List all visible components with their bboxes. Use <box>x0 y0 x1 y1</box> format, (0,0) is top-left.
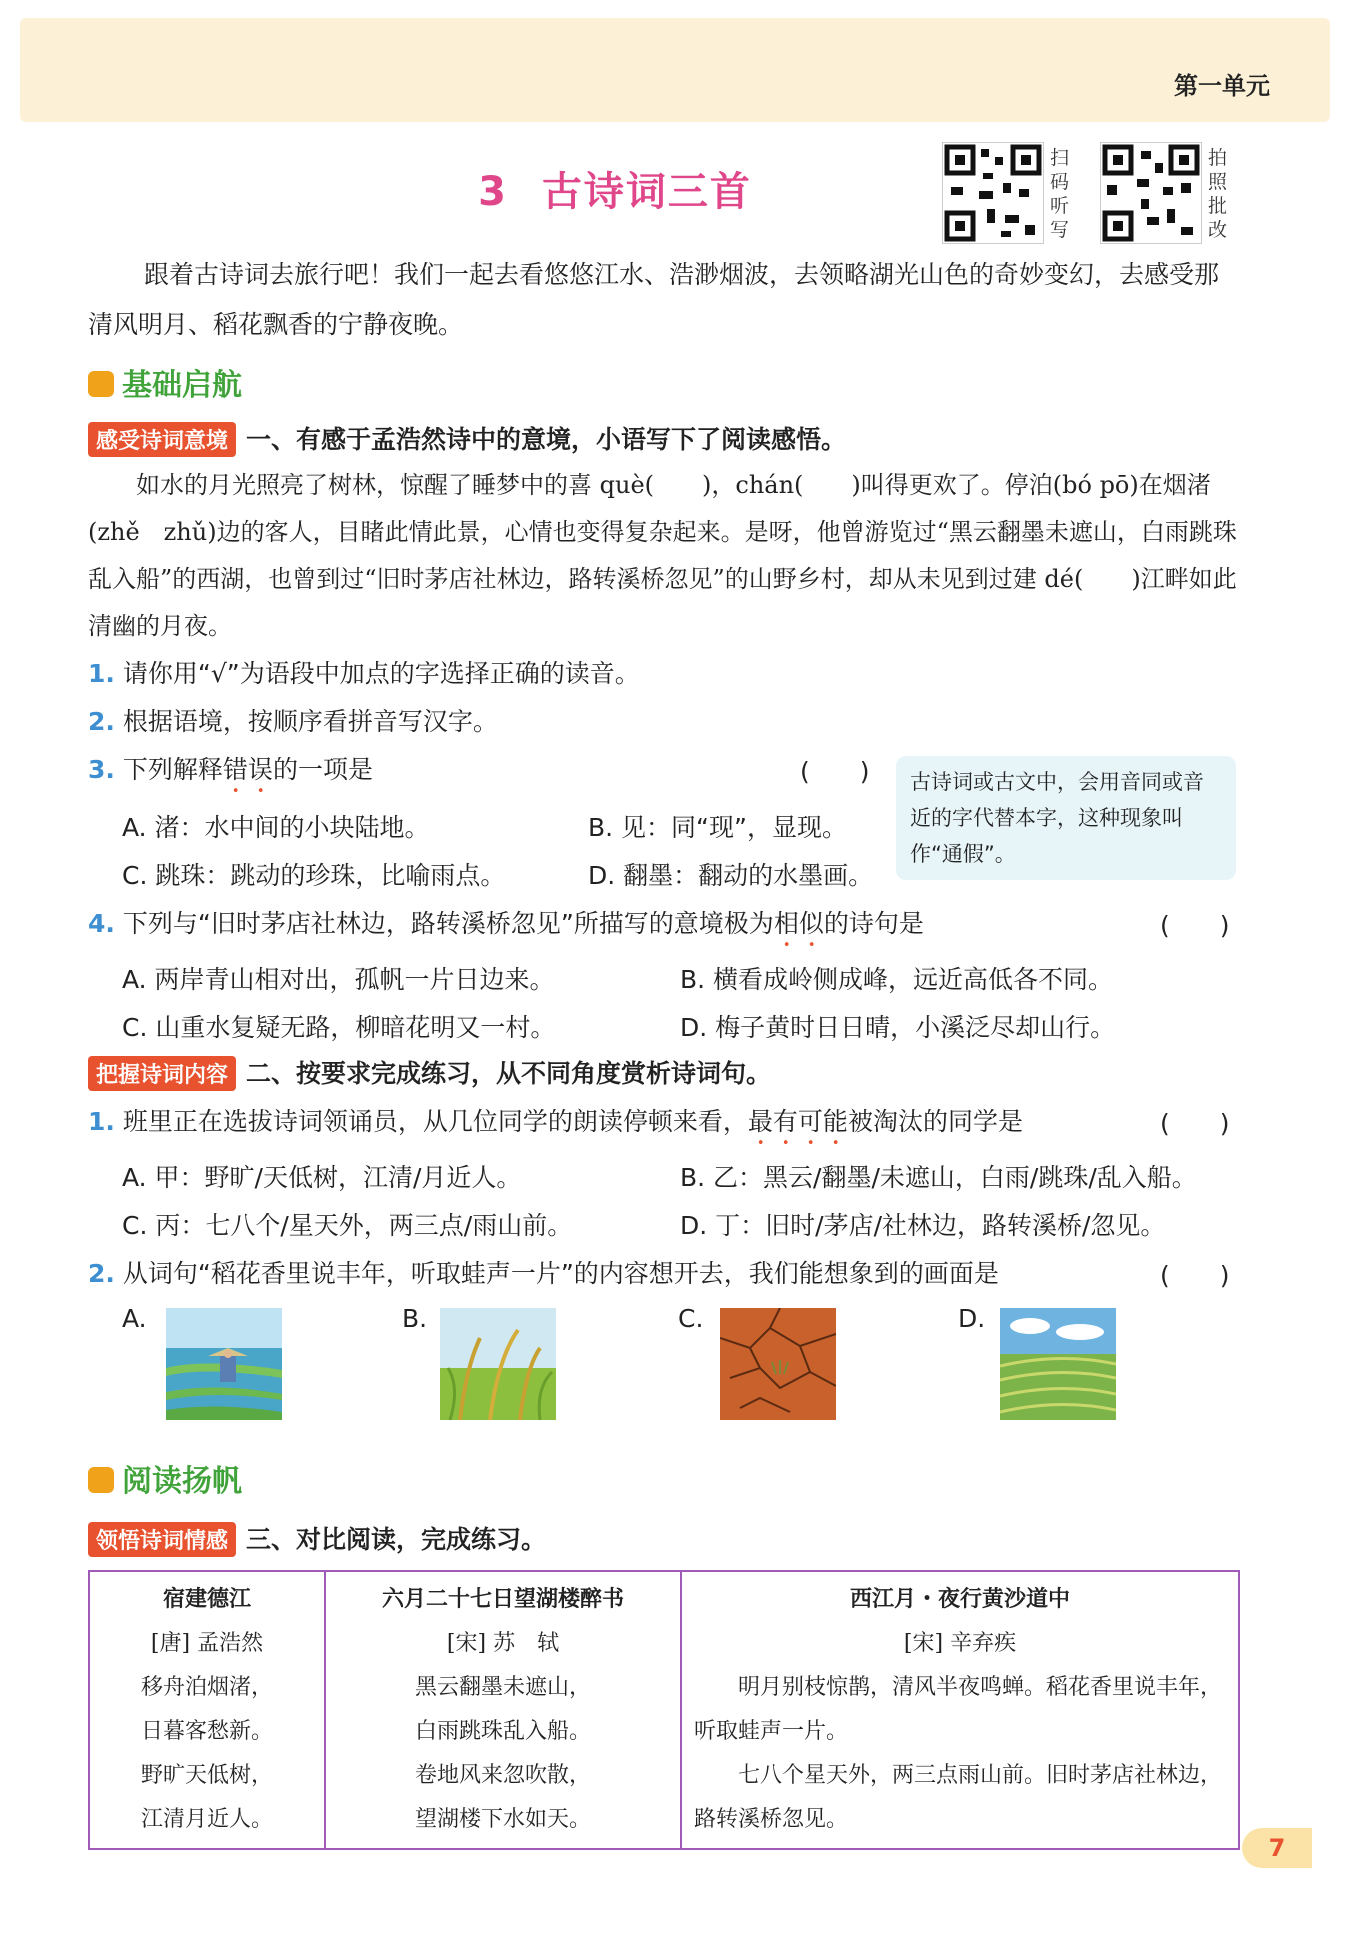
poem-title: 西江月・夜行黄沙道中 <box>849 1587 1070 1612</box>
section-reading-header <box>88 1456 242 1500</box>
option-d[interactable]: D. 翻墨：翻动的水墨画。 <box>588 861 874 890</box>
poem-comparison-table <box>88 1570 1240 1850</box>
question-number: 3. <box>88 755 115 784</box>
poem-line: 望湖楼下水如天。 <box>414 1807 591 1832</box>
emphasis-text: 相似 <box>773 909 824 938</box>
question-number: 1. <box>88 659 115 688</box>
poem-line: 野旷天低树， <box>140 1763 273 1788</box>
poem-title: 六月二十七日望湖楼醉书 <box>381 1587 624 1612</box>
option-b[interactable]: B. 横看成岭侧成峰，远近高低各不同。 <box>680 965 1114 994</box>
poem-title: 宿建德江 <box>162 1587 251 1612</box>
question-3 <box>88 752 373 799</box>
question-1 <box>88 656 640 692</box>
poem-line: 白雨跳珠乱入船。 <box>414 1719 591 1744</box>
reading-passage <box>88 462 1240 650</box>
farmer-rice-paddy-image[interactable] <box>166 1308 282 1420</box>
question-number: 4. <box>88 909 115 938</box>
answer-blank[interactable]: ( ) <box>1160 1261 1230 1290</box>
question-text: 下列与“旧时茅店社林边，路转溪桥忽见”所描写的意境极为 <box>122 909 774 938</box>
part1-heading-text: 一、有感于孟浩然诗中的意境，小语写下了阅读感悟。 <box>246 425 847 454</box>
question-text: 被淘汰的同学是 <box>847 1107 1023 1136</box>
part2-tag: 把握诗词内容 <box>88 1056 236 1091</box>
part3-tag: 领悟诗词情感 <box>88 1522 236 1557</box>
part1-heading <box>88 420 846 457</box>
poem-line: 日暮客愁新。 <box>140 1719 273 1744</box>
poem-paragraph: 明月别枝惊鹊，清风半夜鸣蝉。稻花香里说丰年，听取蛙声一片。 <box>694 1675 1223 1744</box>
option-d[interactable]: D. 梅子黄时日日晴，小溪泛尽却山行。 <box>680 1013 1116 1042</box>
image-option-c-label[interactable]: C. <box>678 1304 704 1333</box>
option-c[interactable]: C. 跳珠：跳动的珍珠，比喻雨点。 <box>122 861 506 890</box>
lesson-title <box>0 160 1230 217</box>
passage-text: 如水的月光照亮了树林，惊醒了睡梦中的喜 què( )，chán( )叫得更欢了。停泊(bó pō)在烟渚(zhě zhǔ)边的客人，目睹此情此景，心情也变得复杂起来。是呀，他曾游览过“黑云翻墨未遮山，白雨跳珠乱入船”的西湖，也曾到过“旧时茅店社林边，路转溪桥忽见”的山野乡村，却从未见到过建 dé( )江畔如此清幽的月夜。 <box>88 471 1237 640</box>
part2-question-2 <box>88 1256 999 1292</box>
qr-label-photo: 拍照批改 <box>1208 147 1228 241</box>
unit-label: 第一单元 <box>1174 72 1270 100</box>
question-4 <box>88 906 924 953</box>
question-text: 班里正在选拔诗词领诵员，从几位同学的朗读停顿来看， <box>122 1107 748 1136</box>
section-title: 基础启航 <box>122 368 242 403</box>
poem-line: 江清月近人。 <box>140 1807 273 1832</box>
lesson-title-text: 古诗词三首 <box>541 169 752 215</box>
terraced-fields-image[interactable] <box>1000 1308 1116 1420</box>
anchor-icon <box>88 371 114 397</box>
emphasis-text: 最有可能 <box>747 1107 848 1136</box>
poem-line: 卷地风来忽吹散， <box>414 1763 591 1788</box>
answer-blank[interactable]: ( ) <box>1160 1109 1230 1138</box>
option-c[interactable]: C. 丙：七八个/星天外，两三点/雨山前。 <box>122 1211 573 1240</box>
part3-heading <box>88 1520 546 1557</box>
question-text: 根据语境，按顺序看拼音写汉字。 <box>122 707 498 736</box>
question-number: 1. <box>88 1107 115 1136</box>
image-option-d-label[interactable]: D. <box>958 1304 986 1333</box>
poem-author: [宋] 辛弃疾 <box>903 1631 1017 1656</box>
question-text: 的一项是 <box>272 755 373 784</box>
option-a[interactable]: A. 甲：野旷/天低树，江清/月近人。 <box>122 1163 522 1192</box>
answer-blank[interactable]: ( ) <box>1160 911 1230 940</box>
image-option-b-label[interactable]: B. <box>402 1304 428 1333</box>
rice-ears-image[interactable] <box>440 1308 556 1420</box>
page-number: 7 <box>1242 1828 1312 1868</box>
qr-label-listen: 扫码听写 <box>1050 147 1070 241</box>
question-number: 2. <box>88 1259 115 1288</box>
poem-column <box>89 1571 325 1849</box>
option-b[interactable]: B. 见：同“现”，显现。 <box>588 813 847 842</box>
question-2 <box>88 704 498 740</box>
lesson-number: 3 <box>478 169 508 215</box>
tip-box: 古诗词或古文中，会用音同或音近的字代替本字，这种现象叫作“通假”。 <box>896 756 1236 880</box>
answer-blank[interactable]: ( ) <box>800 757 870 786</box>
poem-author: [唐] 孟浩然 <box>150 1631 264 1656</box>
cracked-dry-land-image[interactable] <box>720 1308 836 1420</box>
poem-column <box>325 1571 681 1849</box>
option-a[interactable]: A. 渚：水中间的小块陆地。 <box>122 813 430 842</box>
part3-heading-text: 三、对比阅读，完成练习。 <box>246 1525 547 1554</box>
sail-icon <box>88 1467 114 1493</box>
part1-tag: 感受诗词意境 <box>88 422 236 457</box>
qr-code-icon[interactable] <box>942 142 1044 244</box>
header-band <box>20 18 1330 122</box>
option-c[interactable]: C. 山重水复疑无路，柳暗花明又一村。 <box>122 1013 556 1042</box>
qr-code-icon[interactable] <box>1100 142 1202 244</box>
option-a[interactable]: A. 两岸青山相对出，孤帆一片日边来。 <box>122 965 555 994</box>
question-text: 从词句“稻花香里说丰年，听取蛙声一片”的内容想开去，我们能想象到的画面是 <box>122 1259 999 1288</box>
emphasis-text: 错误 <box>222 755 273 784</box>
question-text: 请你用“√”为语段中加点的字选择正确的读音。 <box>122 659 640 688</box>
section-title: 阅读扬帆 <box>122 1464 242 1499</box>
part2-heading-text: 二、按要求完成练习，从不同角度赏析诗词句。 <box>246 1059 772 1088</box>
question-text: 下列解释 <box>122 755 223 784</box>
poem-author: [宋] 苏 轼 <box>446 1631 560 1656</box>
poem-line: 移舟泊烟渚， <box>140 1675 273 1700</box>
option-b[interactable]: B. 乙：黑云/翻墨/未遮山，白雨/跳珠/乱入船。 <box>680 1163 1197 1192</box>
part2-question-1 <box>88 1104 1023 1151</box>
poem-paragraph: 七八个星天外，两三点雨山前。旧时茅店社林边，路转溪桥忽见。 <box>694 1763 1223 1832</box>
question-number: 2. <box>88 707 115 736</box>
part2-heading <box>88 1054 771 1091</box>
question-text: 的诗句是 <box>823 909 924 938</box>
section-basic-header <box>88 360 242 404</box>
intro-paragraph: 跟着古诗词去旅行吧！我们一起去看悠悠江水、浩渺烟波，去领略湖光山色的奇妙变幻，去感受那清风明月、稻花飘香的宁静夜晚。 <box>88 260 1220 339</box>
option-d[interactable]: D. 丁：旧时/茅店/社林边，路转溪桥/忽见。 <box>680 1211 1166 1240</box>
poem-line: 黑云翻墨未遮山， <box>414 1675 591 1700</box>
image-option-a-label[interactable]: A. <box>122 1304 147 1333</box>
poem-column <box>681 1571 1239 1849</box>
